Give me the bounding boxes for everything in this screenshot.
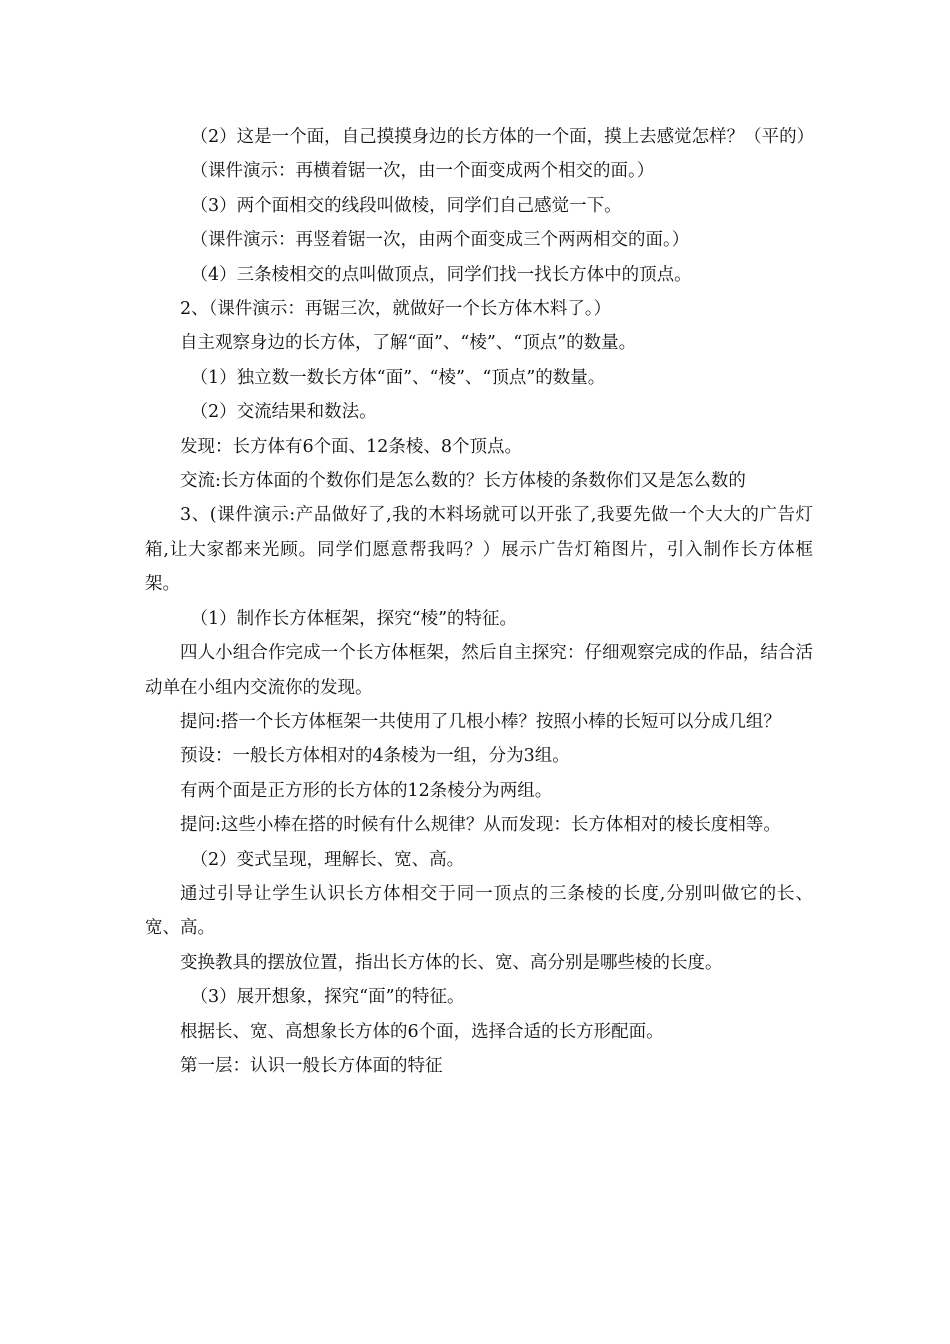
document-body [145, 120, 813, 1083]
paragraph-16: 预设：一般长方体相对的4条棱为一组，分为3组。 [180, 746, 570, 767]
paragraph-20: 通过引导让学生认识长方体相交于同一顶点的三条棱的长度,分别叫做它的长、宽、高。 [145, 883, 813, 939]
paragraph-10: 发现：长方体有6个面、12条棱、8个顶点。 [180, 436, 523, 457]
paragraph-15: 提问:搭一个长方体框架一共使用了几根小棒？按照小棒的长短可以分成几组？ [180, 711, 781, 732]
paragraph-7: 自主观察身边的长方体，了解“面”、“棱”、“顶点”的数量。 [180, 333, 637, 354]
paragraph-9: （2）交流结果和数法。 [190, 402, 377, 423]
paragraph-19: （2）变式呈现，理解长、宽、高。 [190, 849, 465, 870]
paragraph-13: （1）制作长方体框架，探究“棱”的特征。 [190, 608, 518, 629]
paragraph-24: 第一层：认识一般长方体面的特征 [180, 1055, 443, 1076]
paragraph-3: （3）两个面相交的线段叫做棱，同学们自己感觉一下。 [190, 195, 622, 216]
paragraph-2: （课件演示：再横着锯一次，由一个面变成两个相交的面。） [190, 161, 655, 182]
paragraph-4: （课件演示：再竖着锯一次，由两个面变成三个两两相交的面。） [190, 230, 690, 251]
paragraph-6: 2、（课件演示：再锯三次，就做好一个长方体木料了。） [180, 299, 612, 320]
paragraph-21: 变换教具的摆放位置，指出长方体的长、宽、高分别是哪些棱的长度。 [180, 952, 723, 973]
paragraph-8: （1）独立数一数长方体“面”、“棱”、“顶点”的数量。 [190, 367, 606, 388]
paragraph-17: 有两个面是正方形的长方体的12条棱分为两组。 [180, 780, 553, 801]
paragraph-22: （3）展开想象，探究“面”的特征。 [190, 987, 465, 1008]
paragraph-18: 提问:这些小棒在搭的时候有什么规律？从而发现：长方体相对的棱长度相等。 [180, 815, 781, 836]
paragraph-5: （4）三条棱相交的点叫做顶点，同学们找一找长方体中的顶点。 [190, 264, 692, 285]
paragraph-11: 交流:长方体面的个数你们是怎么数的？长方体棱的条数你们又是怎么数的 [180, 471, 746, 492]
paragraph-14: 四人小组合作完成一个长方体框架，然后自主探究：仔细观察完成的作品，结合活动单在小组内交流你的发现。 [145, 643, 813, 698]
paragraph-12: 3、(课件演示:产品做好了,我的木料场就可以开张了,我要先做一个大大的广告灯箱,让大家都来光顾。同学们愿意帮我吗？）展示广告灯箱图片，引入制作长方体框架。 [145, 505, 813, 595]
paragraph-1: （2）这是一个面，自己摸摸身边的长方体的一个面，摸上去感觉怎样？（平的） [190, 127, 815, 147]
paragraph-23: 根据长、宽、高想象长方体的6个面，选择合适的长方形配面。 [180, 1021, 664, 1042]
